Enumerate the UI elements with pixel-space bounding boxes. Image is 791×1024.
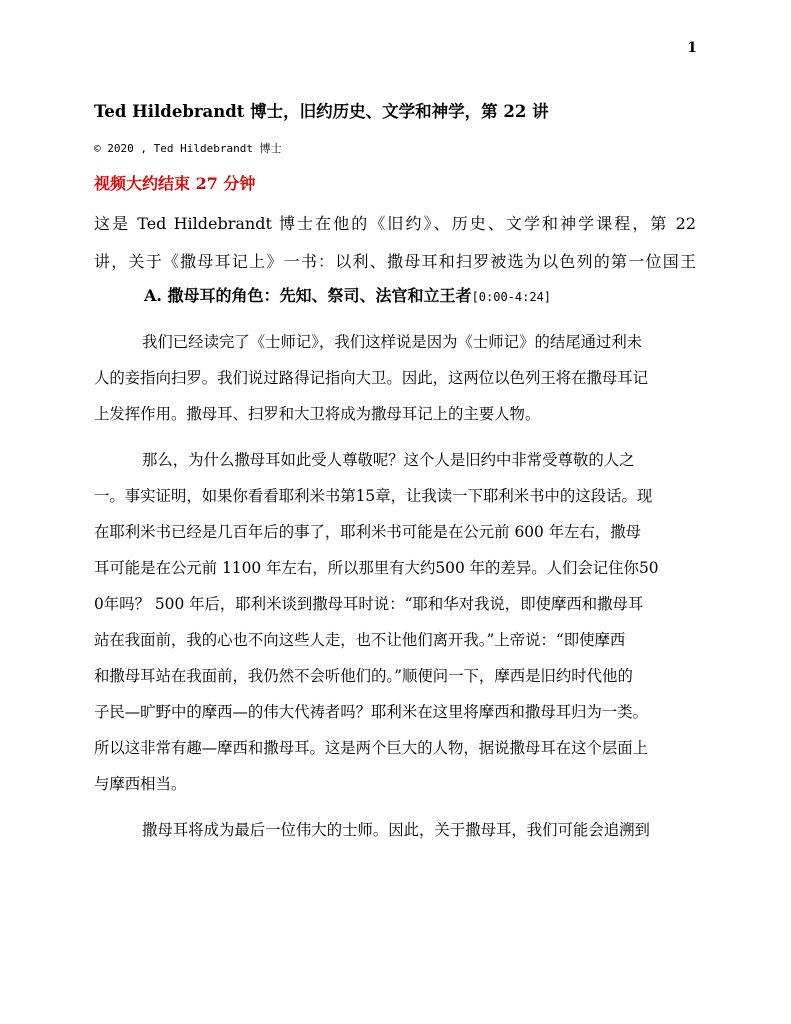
document-title: Ted Hildebrandt 博士，旧约历史、文学和神学，第 22 讲 — [94, 102, 549, 121]
paragraph-line: 与摩西相当。 — [94, 775, 187, 793]
video-duration-note: 视频大约结束 27 分钟 — [94, 174, 256, 193]
paragraph-line: 我们已经读完了《士师记》，我们这样说是因为《士师记》的结尾通过利未 — [142, 333, 643, 351]
paragraph-line: 那么，为什么撒母耳如此受人尊敬呢？这个人是旧约中非常受尊敬的人之 — [142, 451, 635, 469]
paragraph-1 — [94, 324, 696, 432]
section-timestamp: [0:00-4:24] — [471, 290, 552, 304]
paragraph-3 — [94, 812, 696, 848]
intro-line: 这是 Ted Hildebrandt 博士在他的《旧约》、历史、文学和神学课程，第 22 — [94, 214, 696, 233]
paragraph-line: 耳可能是在公元前 1100 年左右，所以那里有大约500 年的差异。人们会记住你50 — [94, 559, 659, 577]
paragraph-line: 人的妾指向扫罗。我们说过路得记指向大卫。因此，这两位以色列王将在撒母耳记 — [94, 369, 649, 387]
copyright-line: © 2020 , Ted Hildebrandt 博士 — [94, 142, 282, 155]
page-number: 1 — [687, 40, 697, 56]
paragraph-line: 子民—旷野中的摩西—的伟大代祷者吗？耶利米在这里将摩西和撒母耳归为一类。 — [94, 703, 649, 721]
section-heading — [144, 283, 551, 306]
paragraph-line: 站在我面前，我的心也不向这些人走，也不让他们离开我。”上帝说：“即使摩西 — [94, 631, 626, 649]
body-text — [94, 324, 696, 858]
paragraph-line: 0年吗？ 500 年后，耶利米谈到撒母耳时说：“耶和华对我说，即使摩西和撒母耳 — [94, 595, 644, 613]
paragraph-2 — [94, 442, 696, 802]
paragraph-line: 在耶利米书已经是几百年后的事了，耶利米书可能是在公元前 600 年左右，撒母 — [94, 523, 642, 541]
section-heading-text: A. 撒母耳的角色：先知、祭司、法官和立王者 — [144, 286, 472, 305]
intro-paragraph — [94, 205, 696, 281]
paragraph-line: 所以这非常有趣—摩西和撒母耳。这是两个巨大的人物，据说撒母耳在这个层面上 — [94, 739, 649, 757]
paragraph-line: 上发挥作用。撒母耳、扫罗和大卫将成为撒母耳记上的主要人物。 — [94, 405, 541, 423]
paragraph-line: 撒母耳将成为最后一位伟大的士师。因此，关于撒母耳，我们可能会追溯到 — [142, 821, 650, 839]
intro-line: 讲，关于《撒母耳记上》一书：以利、撒母耳和扫罗被选为以色列的第一位国王 — [94, 252, 696, 271]
paragraph-line: 和撒母耳站在我面前，我仍然不会听他们的。”顺便问一下，摩西是旧约时代他的 — [94, 667, 633, 685]
paragraph-line: 一。事实证明，如果你看看耶利米书第15章，让我读一下耶利米书中的这段话。现 — [94, 487, 653, 505]
